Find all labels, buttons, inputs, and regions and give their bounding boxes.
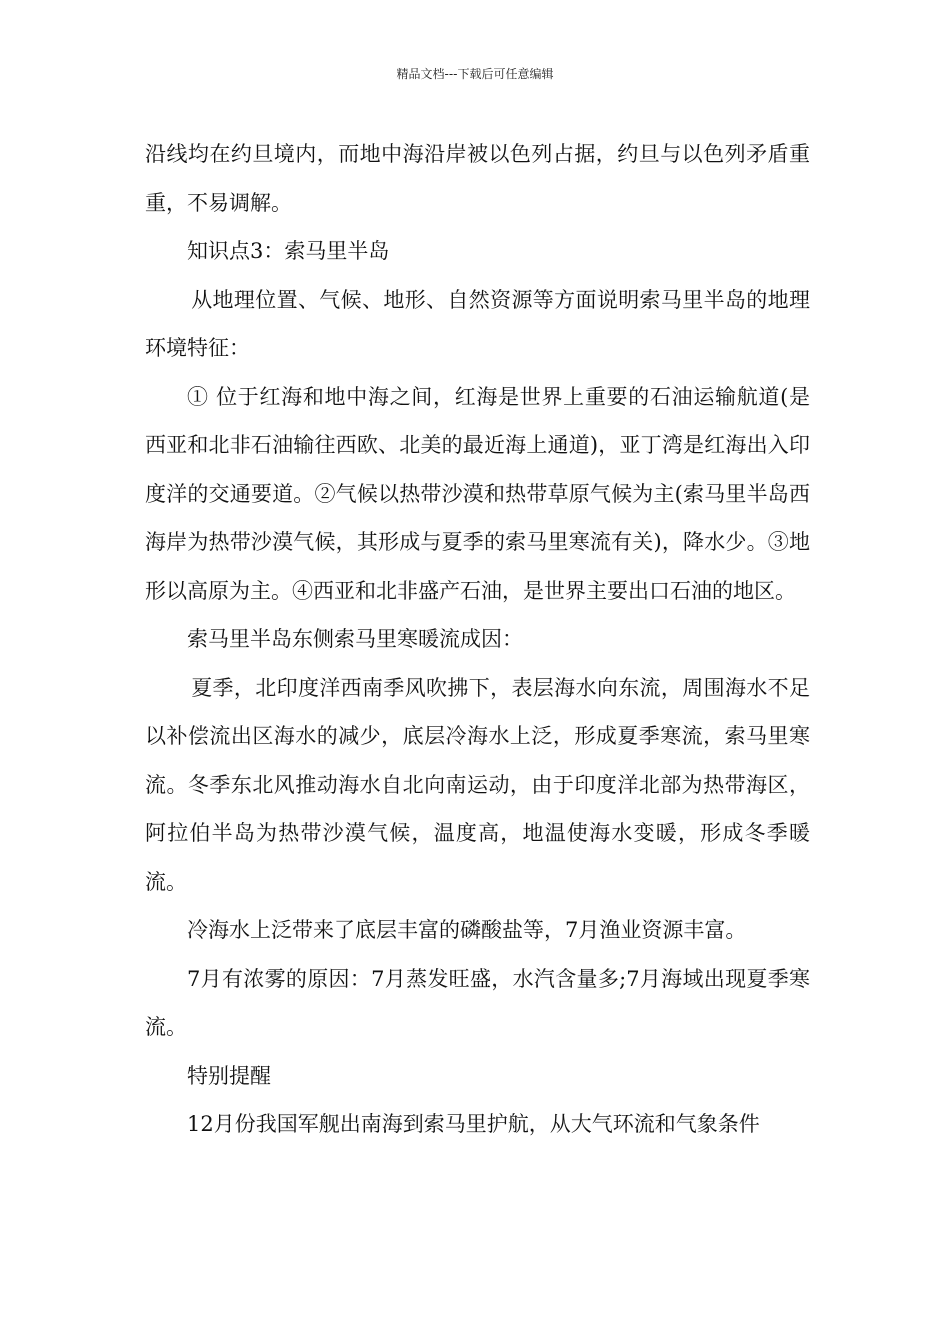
- paragraph-question: 从地理位置、气候、地形、自然资源等方面说明索马里半岛的地理环境特征：: [145, 287, 810, 360]
- document-body: [145, 130, 810, 1149]
- section-heading-knowledge-point-3: 知识点3：索马里半岛: [187, 239, 390, 263]
- paragraph-features: ① 位于红海和地中海之间，红海是世界上重要的石油运输航道(是西亚和北非石油输往西欧、北美的最近海上通道)，亚丁湾是红海出入印度洋的交通要道。②气候以热带沙漠和热带草原气候为主(索马里半岛西海岸为热带沙漠气候，其形成与夏季的索马里寒流有关)，降水少。③地形以高原为主。④西亚和北非盛产石油，是世界主要出口石油的地区。: [145, 384, 810, 603]
- paragraph-1: 沿线均在约旦境内，而地中海沿岸被以色列占据，约旦与以色列矛盾重重，不易调解。: [145, 142, 810, 215]
- paragraph-current-cause: 夏季，北印度洋西南季风吹拂下，表层海水向东流，周围海水不足以补偿流出区海水的减少，底层冷海水上泛，形成夏季寒流，索马里寒流。冬季东北风推动海水自北向南运动，由于印度洋北部为热带海区，阿拉伯半岛为热带沙漠气候，温度高，地温使海水变暖，形成冬季暖流。: [145, 675, 810, 894]
- paragraph-current-cause-heading: 索马里半岛东侧索马里寒暖流成因：: [187, 627, 523, 651]
- paragraph-fog: 7月有浓雾的原因：7月蒸发旺盛，水汽含量多;7月海域出现夏季寒流。: [145, 966, 810, 1039]
- paragraph-fishery: 冷海水上泛带来了底层丰富的磷酸盐等，7月渔业资源丰富。: [187, 918, 747, 942]
- special-reminder-heading: 特别提醒: [187, 1063, 271, 1088]
- paragraph-escort: 12月份我国军舰出南海到索马里护航，从大气环流和气象条件: [187, 1112, 760, 1136]
- page-header: 精品文档---下载后可任意编辑: [396, 67, 554, 81]
